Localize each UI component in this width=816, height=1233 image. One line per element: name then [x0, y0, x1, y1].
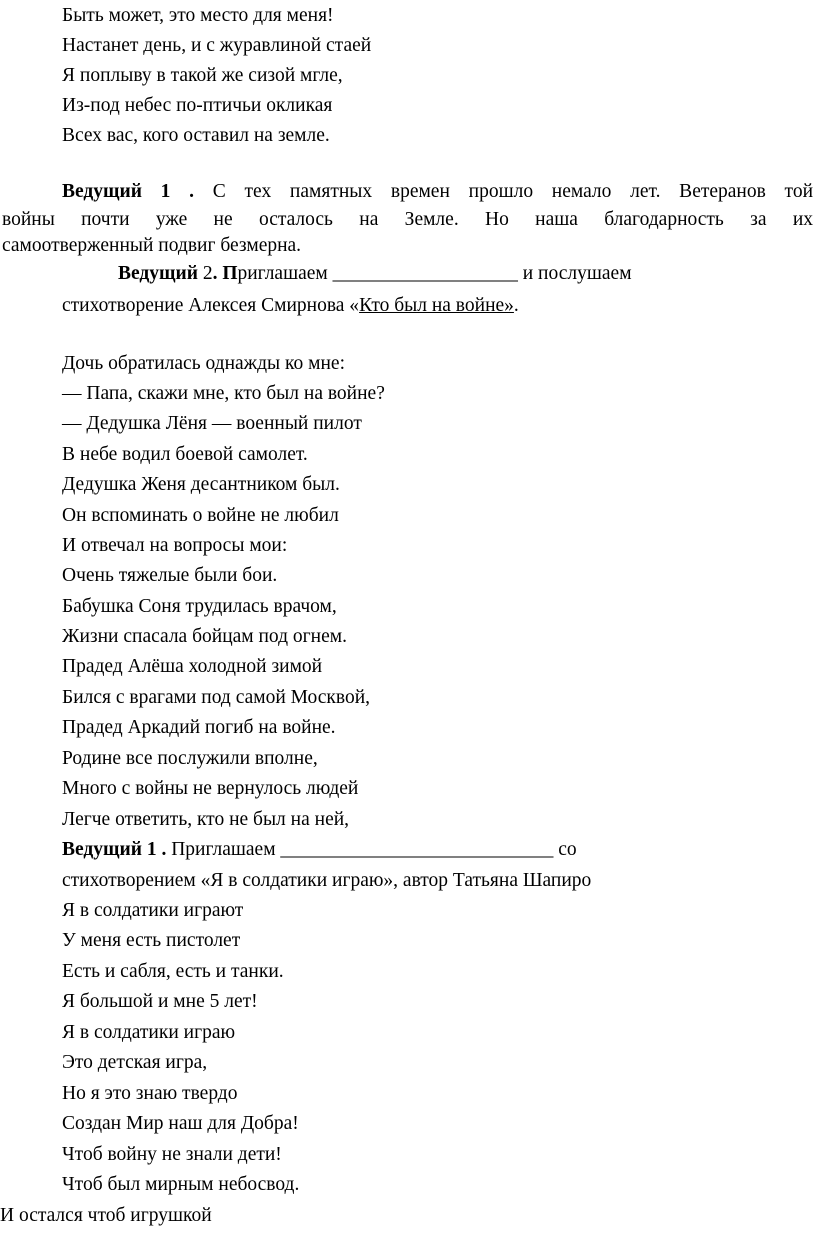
poem2-line: Прадед Аркадий погиб на войне.	[62, 717, 336, 738]
poem3-line: Есть и сабля, есть и танки.	[62, 961, 284, 982]
poem3-line: У меня есть пистолет	[62, 930, 241, 951]
poem2-line: Много с войны не вернулось людей	[62, 778, 359, 799]
host1b-line2: стихотворением «Я в солдатики играю», автор Татьяна Шапиро	[62, 870, 592, 891]
host1-para-line1	[62, 180, 813, 204]
host1-para-line2: войны почти уже не осталось на Земле. Но наша благодарность за их	[2, 209, 813, 230]
poem1-line: Всех вас, кого оставил на земле.	[62, 125, 330, 146]
poem3-line: Чтоб был мирным небосвод.	[62, 1174, 300, 1195]
host1b-text: Приглашаем ____________________________ со	[166, 839, 577, 860]
poem3-line: Я в солдатики играю	[62, 1022, 236, 1043]
poem3-line: Я большой и мне 5 лет!	[62, 991, 258, 1012]
host2-para-line2	[62, 294, 519, 318]
poem2-line: В небе водил боевой самолет.	[62, 444, 308, 465]
poem2-line: — Папа, скажи мне, кто был на войне?	[62, 383, 385, 404]
host2-bold: . П	[212, 263, 238, 284]
host2-speaker: Ведущий	[118, 263, 198, 284]
host2-text: риглашаем ___________________ и послушаем	[237, 263, 632, 284]
poem2-line: Он вспоминать о войне не любил	[62, 505, 339, 526]
poem2-line: Очень тяжелые были бои.	[62, 565, 278, 586]
poem2-line: И отвечал на вопросы мои:	[62, 535, 288, 556]
poem2-line: Дедушка Женя десантником был.	[62, 474, 340, 495]
host2-num: 2	[197, 263, 213, 284]
poem2-line: Дочь обратилась однажды ко мне:	[62, 353, 345, 374]
host2-line2-pre: стихотворение Алексея Смирнова «	[62, 295, 360, 316]
host2-para-line1	[118, 262, 632, 286]
poem2-line: Жизни спасала бойцам под огнем.	[62, 626, 347, 647]
poem2-line: Легче ответить, кто не был на ней,	[62, 809, 350, 830]
host1b-line1	[62, 838, 577, 862]
poem3-line: Чтоб войну не знали дети!	[62, 1144, 282, 1165]
poem1-line: Из-под небес по-птичьи окликая	[62, 95, 333, 116]
poem3-line: Я в солдатики играют	[62, 900, 244, 921]
poem2-line: Бился с врагами под самой Москвой,	[62, 687, 371, 708]
poem2-line: — Дедушка Лёня — военный пилот	[62, 413, 362, 434]
poem3-line: Создан Мир наш для Добра!	[62, 1113, 299, 1134]
poem3-line: Но я это знаю твердо	[62, 1083, 238, 1104]
host1-para-line3: самоотверженный подвиг безмерна.	[2, 235, 302, 256]
poem1-line: Быть может, это место для меня!	[62, 5, 334, 26]
poem1-line: Я поплыву в такой же сизой мгле,	[62, 65, 343, 86]
poem2-line: Родине все послужили вполне,	[62, 748, 318, 769]
last-line: И остался чтоб игрушкой	[0, 1205, 212, 1226]
poem-title-link[interactable]: Кто был на войне»	[359, 295, 514, 316]
poem2-line: Прадед Алёша холодной зимой	[62, 656, 323, 677]
host1b-speaker: Ведущий 1 .	[62, 839, 167, 860]
host1-text: С тех памятных времен прошло немало лет. Ветеранов той	[212, 181, 813, 202]
poem1-line: Настанет день, и с журавлиной стаей	[62, 35, 372, 56]
poem3-line: Это детская игра,	[62, 1052, 208, 1073]
poem2-line: Бабушка Соня трудилась врачом,	[62, 596, 337, 617]
host1-speaker: Ведущий 1 .	[62, 181, 195, 202]
host2-line2-post: .	[513, 295, 519, 316]
